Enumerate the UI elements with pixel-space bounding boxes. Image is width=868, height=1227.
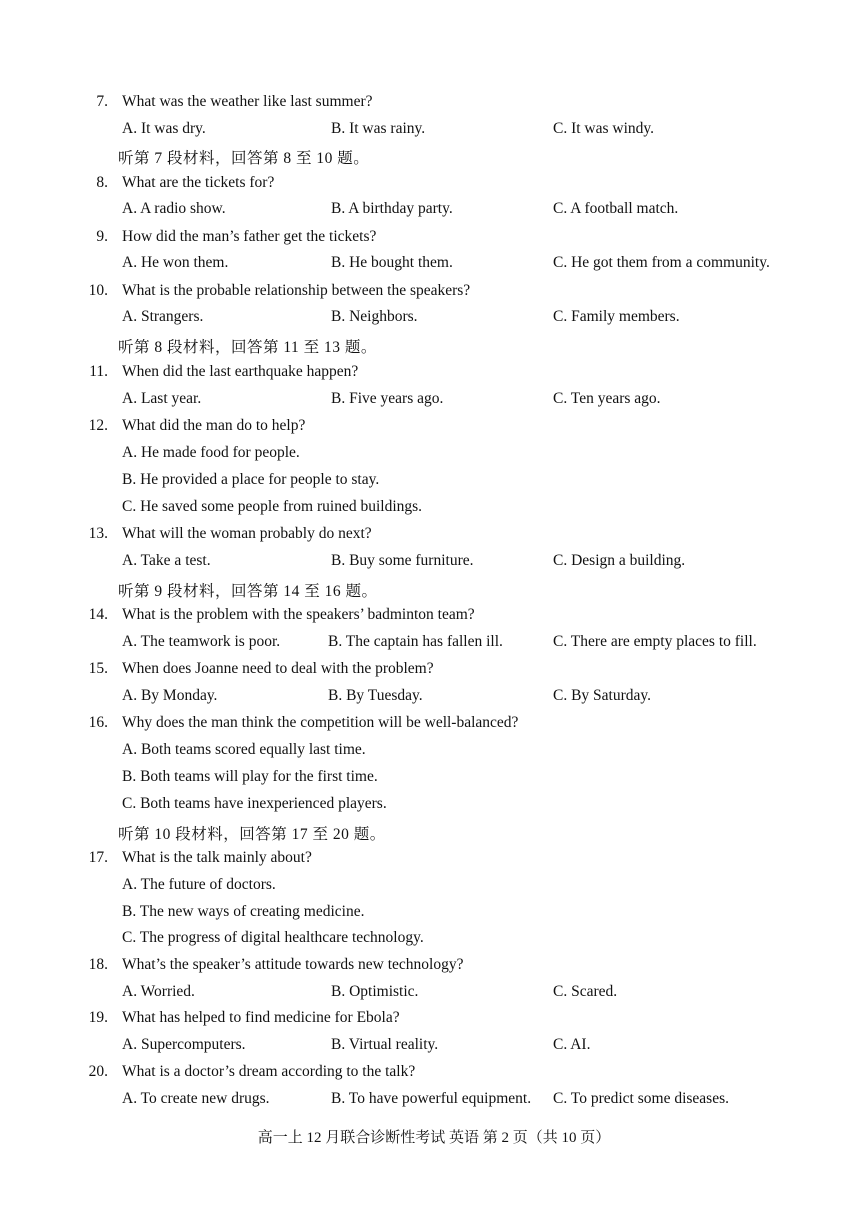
- option-a: A. Worried.: [122, 983, 195, 1000]
- option-a: A. The future of doctors.: [122, 876, 276, 893]
- option-a: A. Last year.: [122, 390, 202, 407]
- question-text: What has helped to find medicine for Ebola?: [122, 1009, 400, 1026]
- option-c: C. To predict some diseases.: [553, 1090, 729, 1107]
- question-number: 12.: [88, 417, 108, 434]
- question-number: 16.: [88, 714, 108, 731]
- option-a: A. By Monday.: [122, 687, 218, 704]
- option-c: C. AI.: [553, 1036, 591, 1053]
- option-a: A. He won them.: [122, 254, 229, 271]
- question-text: When does Joanne need to deal with the problem?: [122, 660, 434, 677]
- question-text: Why does the man think the competition will be well-balanced?: [122, 714, 519, 731]
- question-number: 19.: [88, 1009, 108, 1026]
- option-c: C. Scared.: [553, 983, 618, 1000]
- option-c: C. Both teams have inexperienced players.: [122, 795, 387, 812]
- question-number: 11.: [89, 363, 108, 380]
- option-b: B. Buy some furniture.: [331, 552, 474, 569]
- question-text: What is the problem with the speakers’ badminton team?: [122, 606, 475, 623]
- option-a: A. Both teams scored equally last time.: [122, 741, 366, 758]
- question-text: What are the tickets for?: [122, 174, 275, 191]
- option-c: C. Ten years ago.: [553, 390, 661, 407]
- option-c: C. The progress of digital healthcare technology.: [122, 929, 424, 946]
- question-number: 8.: [96, 174, 108, 191]
- option-c: C. A football match.: [553, 200, 679, 217]
- option-a: A. Take a test.: [122, 552, 211, 569]
- question-number: 20.: [88, 1063, 108, 1080]
- question-text: What is the talk mainly about?: [122, 849, 312, 866]
- option-c: C. Design a building.: [553, 552, 686, 569]
- option-b: B. It was rainy.: [331, 120, 426, 137]
- page-footer: 高一上 12 月联合诊断性考试 英语 第 2 页（共 10 页）: [257, 1130, 611, 1146]
- question-text: What will the woman probably do next?: [122, 525, 372, 542]
- question-text: What is a doctor’s dream according to the talk?: [122, 1063, 416, 1080]
- option-a: A. A radio show.: [122, 200, 226, 217]
- section-instruction: 听第 9 段材料，回答第 14 至 16 题。: [118, 583, 378, 600]
- question-text: When did the last earthquake happen?: [122, 363, 359, 380]
- option-b: B. Optimistic.: [331, 983, 419, 1000]
- question-number: 14.: [88, 606, 108, 623]
- section-instruction: 听第 8 段材料，回答第 11 至 13 题。: [118, 339, 377, 356]
- question-number: 17.: [88, 849, 108, 866]
- question-number: 13.: [88, 525, 108, 542]
- option-b: B. Both teams will play for the first time.: [122, 768, 378, 785]
- option-c: C. He got them from a community.: [553, 254, 770, 271]
- option-c: C. There are empty places to fill.: [553, 633, 757, 650]
- option-c: C. It was windy.: [553, 120, 655, 137]
- question-text: What did the man do to help?: [122, 417, 306, 434]
- option-a: A. To create new drugs.: [122, 1090, 270, 1107]
- option-b: B. He provided a place for people to stay.: [122, 471, 380, 488]
- section-instruction: 听第 10 段材料，回答第 17 至 20 题。: [118, 826, 386, 843]
- option-c: C. He saved some people from ruined buildings.: [122, 498, 423, 515]
- option-b: B. To have powerful equipment.: [331, 1090, 532, 1107]
- option-c: C. Family members.: [553, 308, 680, 325]
- option-b: B. Five years ago.: [331, 390, 444, 407]
- question-number: 18.: [88, 956, 108, 973]
- question-number: 10.: [88, 282, 108, 299]
- section-instruction: 听第 7 段材料，回答第 8 至 10 题。: [118, 150, 370, 167]
- option-b: B. By Tuesday.: [328, 687, 423, 704]
- question-number: 15.: [88, 660, 108, 677]
- option-b: B. Neighbors.: [331, 308, 418, 325]
- option-a: A. Strangers.: [122, 308, 204, 325]
- option-a: A. He made food for people.: [122, 444, 300, 461]
- question-text: What was the weather like last summer?: [122, 93, 373, 110]
- option-b: B. Virtual reality.: [331, 1036, 439, 1053]
- option-b: B. The new ways of creating medicine.: [122, 903, 365, 920]
- question-number: 7.: [96, 93, 108, 110]
- option-a: A. Supercomputers.: [122, 1036, 246, 1053]
- option-b: B. The captain has fallen ill.: [328, 633, 503, 650]
- option-a: A. It was dry.: [122, 120, 206, 137]
- option-c: C. By Saturday.: [553, 687, 652, 704]
- question-number: 9.: [96, 228, 108, 245]
- question-text: What is the probable relationship between the speakers?: [122, 282, 471, 299]
- option-a: A. The teamwork is poor.: [122, 633, 281, 650]
- question-text: What’s the speaker’s attitude towards new technology?: [122, 956, 464, 973]
- question-text: How did the man’s father get the tickets?: [122, 228, 377, 245]
- option-b: B. He bought them.: [331, 254, 453, 271]
- option-b: B. A birthday party.: [331, 200, 453, 217]
